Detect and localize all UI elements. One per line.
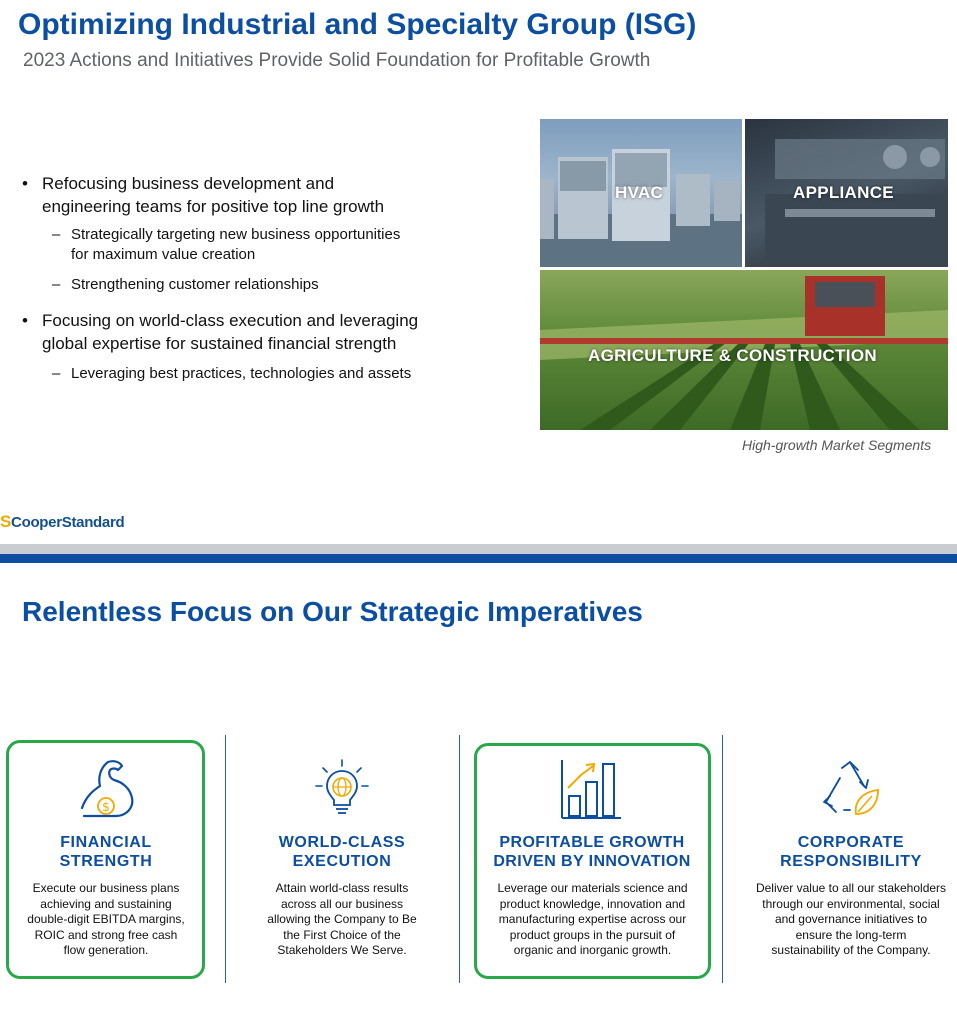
column-body-line: ensure the long-term [795,927,907,942]
slide2-title: Relentless Focus on Our Strategic Imperatives [22,596,643,627]
sub-bullet-item [52,364,502,384]
column-divider [722,735,723,983]
sub-bullet-text-line: for maximum value creation [71,246,256,263]
bullet-list [22,172,502,384]
growth-bar-chart-icon [559,758,623,820]
column-title-line: STRENGTH [59,853,153,870]
column-body-responsibility [742,881,957,959]
dash-icon: – [52,365,61,382]
column-title-responsibility [730,833,957,871]
column-body-line: Leverage our materials science and [497,881,688,895]
column-body-line: achieving and sustaining [40,896,172,911]
column-title-line: FINANCIAL [60,834,152,851]
bullet-text-line: Refocusing business development and [42,174,335,193]
bullet-text-line: global expertise for sustained financial strength [42,334,397,353]
agriculture-tile [540,270,948,430]
svg-text:$: $ [102,800,110,814]
column-body-line: sustainability of the Company. [771,943,931,957]
bullet-text-line: engineering teams for positive top line growth [42,197,385,216]
column-title-financial [6,833,206,871]
hvac-tile [540,119,742,267]
column-body-growth [474,881,711,959]
sub-bullet-item [52,225,502,265]
column-title-line: DRIVEN BY INNOVATION [493,853,691,870]
sub-bullet-text-line: Strengthening customer relationships [71,276,319,293]
logo-swoosh-icon: S [0,512,12,531]
hvac-label: HVAC [615,183,664,202]
lightbulb-globe-icon [313,758,371,820]
column-body-line: organic and inorganic growth. [513,943,672,957]
column-body-line: double-digit EBITDA margins, [27,912,185,926]
divider-grey [0,544,957,554]
column-body-line: Deliver value to all our stakeholders [755,881,947,895]
bullet-item [22,309,502,355]
column-title-line: PROFITABLE GROWTH [499,834,685,851]
column-title-execution [228,833,456,871]
column-body-line: and governance initiatives to [774,912,928,926]
dash-icon: – [52,276,61,293]
logo-text: CooperStandard [11,514,125,531]
bullet-item [22,172,502,218]
company-logo [0,512,124,532]
market-segments-image [540,119,948,430]
recycle-leaf-icon [820,760,882,818]
sub-bullet-text-line: Strategically targeting new business opportunities [71,226,401,243]
column-body-line: the First Choice of the [283,927,401,942]
column-body-line: Execute our business plans [32,881,180,895]
column-title-line: RESPONSIBILITY [780,853,922,870]
column-body-line: Attain world-class results [275,881,409,895]
column-body-line: manufacturing expertise across our [498,912,687,926]
column-divider [225,735,226,983]
slide-subtitle: 2023 Actions and Initiatives Provide Solid Foundation for Profitable Growth [23,50,651,71]
sub-bullet-text-line: Leveraging best practices, technologies and assets [71,365,412,382]
column-divider [459,735,460,983]
column-body-execution [228,881,456,959]
divider-blue [0,554,957,563]
column-body-line: allowing the Company to Be [267,912,417,926]
column-title-line: WORLD-CLASS [278,834,406,851]
bullet-dot-icon: • [22,174,28,193]
agriculture-label: AGRICULTURE & CONSTRUCTION [588,346,877,365]
column-body-line: Stakeholders We Serve. [277,943,407,957]
column-title-growth [472,833,712,871]
appliance-label: APPLIANCE [793,183,894,202]
column-body-line: through our environmental, social [762,896,940,911]
image-caption: High-growth Market Segments [742,437,932,453]
bullet-text-line: Focusing on world-class execution and leveraging [42,311,419,330]
column-body-line: flow generation. [63,943,149,957]
column-body-line: across all our business [280,896,404,911]
column-title-line: CORPORATE [797,834,905,851]
column-body-financial [6,881,206,959]
sub-bullet-item [52,275,502,295]
column-body-line: product knowledge, innovation and [499,896,686,911]
column-title-line: EXECUTION [292,853,392,870]
flexed-arm-dollar-icon [76,756,138,822]
column-body-line: product groups in the pursuit of [509,927,676,942]
dash-icon: – [52,226,61,243]
slide-title: Optimizing Industrial and Specialty Group (ISG) [18,8,697,41]
appliance-tile [745,119,948,267]
bullet-dot-icon: • [22,311,28,330]
column-body-line: ROIC and strong free cash [34,927,178,942]
